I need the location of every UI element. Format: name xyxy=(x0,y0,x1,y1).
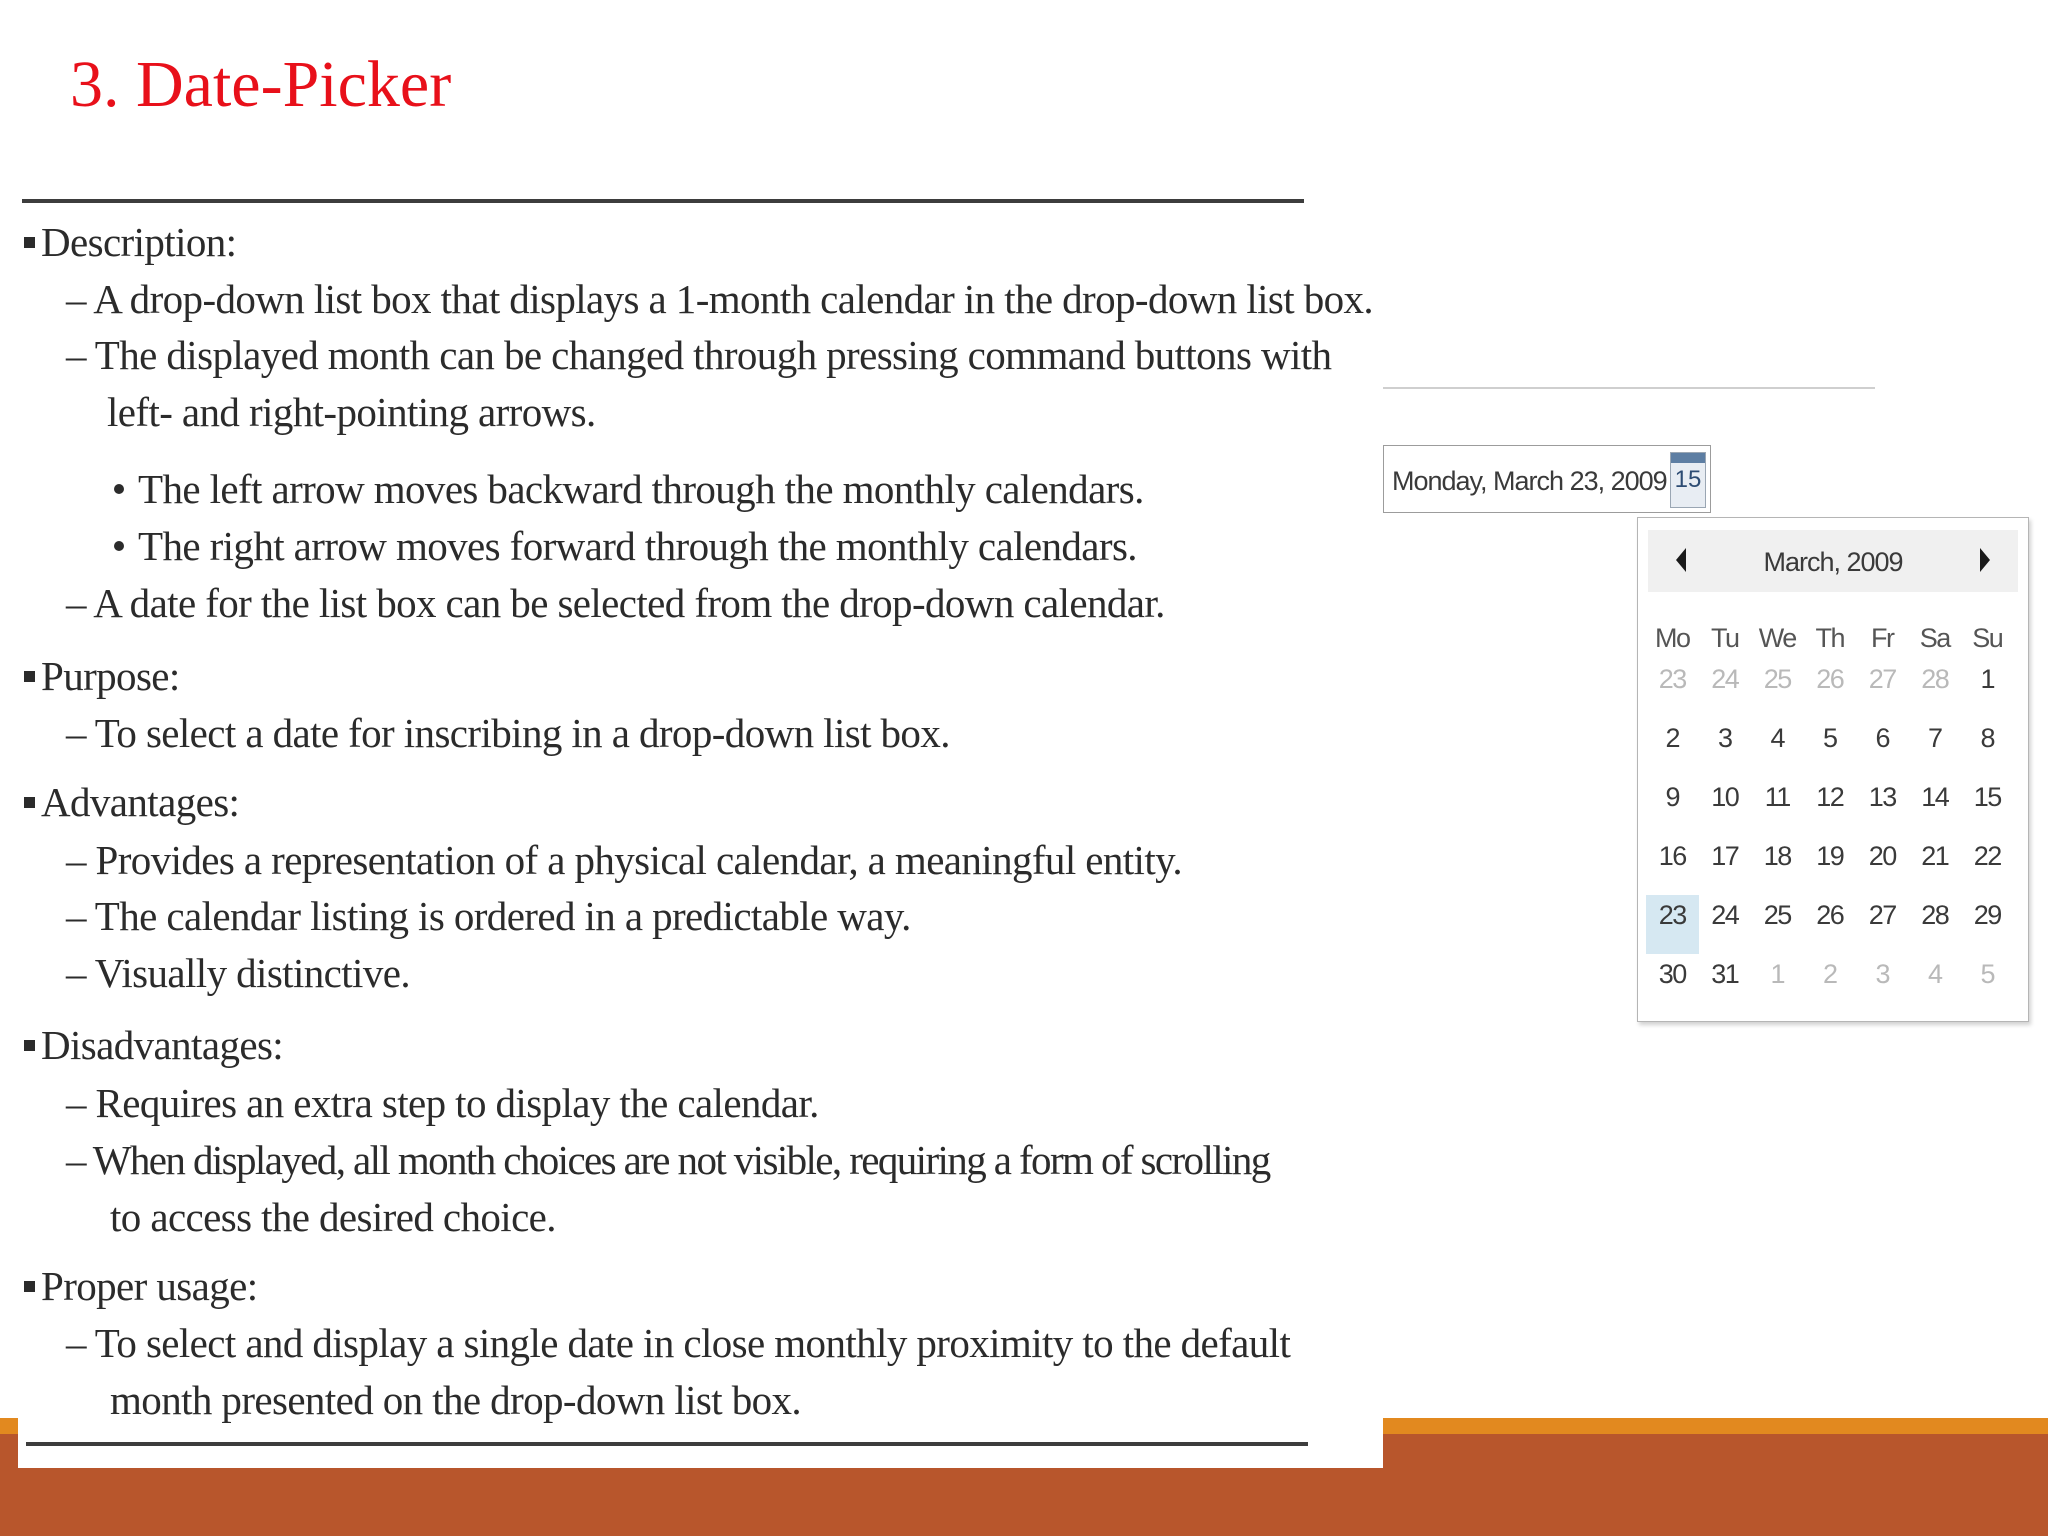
weekday-label: Su xyxy=(1972,623,2003,653)
calendar-day-cell[interactable]: 15 xyxy=(1973,782,2001,812)
calendar-day-cell[interactable]: 19 xyxy=(1816,841,1844,871)
top-divider xyxy=(22,199,1304,203)
calendar-day-cell[interactable]: 7 xyxy=(1927,723,1942,753)
slide-title: 3. Date-Picker xyxy=(70,48,452,121)
calendar-day-cell[interactable]: 13 xyxy=(1868,782,1896,812)
disadvantages-item-1: – Requires an extra step to display the calendar. xyxy=(66,1080,819,1126)
calendar-week-row xyxy=(1646,777,2014,836)
calendar-day-cell[interactable]: 5 xyxy=(1822,723,1837,753)
description-item-2: – The displayed month can be changed through pressing command buttons with xyxy=(66,332,1332,378)
calendar-week-row xyxy=(1646,895,2014,954)
calendar-day-cell[interactable]: 2 xyxy=(1822,959,1837,989)
proper-usage-item-1: – To select and display a single date in close monthly proximity to the default xyxy=(66,1320,1291,1366)
calendar-day-cell[interactable]: 28 xyxy=(1921,664,1949,694)
calendar-day-cell[interactable]: 3 xyxy=(1717,723,1732,753)
calendar-day-cell[interactable]: 25 xyxy=(1763,900,1791,930)
calendar-day-cell[interactable]: 22 xyxy=(1973,841,2001,871)
description-item-3: – A date for the list box can be selected from the drop-down calendar. xyxy=(66,580,1165,626)
calendar-day-cell[interactable]: 26 xyxy=(1816,664,1844,694)
description-bullet-1: The left arrow moves backward through the monthly calendars. xyxy=(114,469,1144,510)
advantages-item-1: – Provides a representation of a physical calendar, a meaningful entity. xyxy=(66,837,1183,883)
date-input-value: Monday, March 23, 2009 xyxy=(1392,466,1667,496)
calendar-day-cell[interactable]: 9 xyxy=(1665,782,1680,812)
weekday-label: Th xyxy=(1815,623,1844,653)
weekday-label: Tu xyxy=(1710,623,1739,653)
calendar-day-cell[interactable]: 27 xyxy=(1868,664,1896,694)
calendar-day-cell[interactable]: 5 xyxy=(1980,959,1995,989)
calendar-day-cell[interactable]: 24 xyxy=(1711,900,1739,930)
square-bullet-icon xyxy=(24,797,35,808)
calendar-day-cell[interactable]: 25 xyxy=(1763,664,1791,694)
calendar-day-cell[interactable]: 26 xyxy=(1816,900,1844,930)
calendar-day-cell[interactable]: 14 xyxy=(1921,782,1949,812)
advantages-item-2: – The calendar listing is ordered in a predictable way. xyxy=(66,893,911,939)
calendar-week-row xyxy=(1646,659,2014,718)
square-bullet-icon xyxy=(24,1040,35,1051)
calendar-day-cell[interactable]: 24 xyxy=(1711,664,1739,694)
round-bullet-icon xyxy=(114,484,124,494)
calendar-day-cell[interactable]: 2 xyxy=(1665,723,1680,753)
calendar-dropdown xyxy=(1637,517,2029,1022)
calendar-icon[interactable] xyxy=(1670,452,1706,508)
calendar-day-cell[interactable]: 28 xyxy=(1921,900,1949,930)
weekday-header-row xyxy=(1646,618,2014,659)
weekday-label: Fr xyxy=(1871,623,1894,653)
picker-divider xyxy=(1383,387,1875,389)
calendar-day-cell[interactable]: 20 xyxy=(1868,841,1896,871)
calendar-day-cell[interactable]: 4 xyxy=(1770,723,1785,753)
weekday-label: Sa xyxy=(1919,623,1950,653)
date-input[interactable] xyxy=(1383,445,1711,513)
square-bullet-icon xyxy=(24,1281,35,1292)
calendar-day-cell[interactable]: 21 xyxy=(1921,841,1949,871)
calendar-day-cell[interactable]: 10 xyxy=(1711,782,1739,812)
description-item-1: – A drop-down list box that displays a 1-month calendar in the drop-down list box. xyxy=(66,276,1374,322)
calendar-day-cell[interactable]: 29 xyxy=(1973,900,2001,930)
calendar-day-cell[interactable]: 31 xyxy=(1711,959,1739,989)
description-item-2-cont: left- and right-pointing arrows. xyxy=(107,389,596,435)
calendar-day-cell[interactable]: 27 xyxy=(1868,900,1896,930)
calendar-week-row xyxy=(1646,718,2014,777)
proper-usage-item-1-cont: month presented on the drop-down list box. xyxy=(110,1377,802,1423)
disadvantages-item-2: – When displayed, all month choices are not visible, requiring a form of scrolling xyxy=(66,1137,1270,1183)
bottom-divider xyxy=(26,1442,1308,1446)
calendar-month-label: March, 2009 xyxy=(1763,547,1903,577)
calendar-icon-header xyxy=(1671,453,1705,463)
section-heading-advantages: Advantages: xyxy=(24,782,239,823)
calendar-icon-day: 15 xyxy=(1674,466,1702,493)
calendar-day-cell[interactable]: 17 xyxy=(1711,841,1739,871)
calendar-day-cell[interactable]: 1 xyxy=(1770,959,1785,989)
round-bullet-icon xyxy=(114,541,124,551)
calendar-day-cell[interactable]: 30 xyxy=(1658,959,1686,989)
calendar-day-cell[interactable]: 8 xyxy=(1980,723,1995,753)
calendar-day-cell[interactable]: 11 xyxy=(1764,782,1790,812)
calendar-day-cell[interactable]: 4 xyxy=(1927,959,1942,989)
section-heading-proper-usage: Proper usage: xyxy=(24,1266,258,1307)
calendar-day-cell-selected[interactable]: 23 xyxy=(1646,895,1699,954)
disadvantages-item-2-cont: to access the desired choice. xyxy=(110,1194,556,1240)
section-heading-description: Description: xyxy=(24,222,236,263)
calendar-day-cell[interactable]: 16 xyxy=(1658,841,1686,871)
calendar-day-cell[interactable]: 1 xyxy=(1980,664,1995,694)
calendar-week-row xyxy=(1646,954,2014,1013)
calendar-day-cell[interactable]: 6 xyxy=(1875,723,1890,753)
advantages-item-3: – Visually distinctive. xyxy=(66,950,410,996)
calendar-grid xyxy=(1646,618,2014,1013)
section-heading-purpose: Purpose: xyxy=(24,656,180,697)
square-bullet-icon xyxy=(24,671,35,682)
calendar-day-cell[interactable]: 23 xyxy=(1658,664,1686,694)
next-month-arrow-icon[interactable] xyxy=(1980,548,1990,572)
purpose-item-1: – To select a date for inscribing in a drop-down list box. xyxy=(66,710,950,756)
description-bullet-2: The right arrow moves forward through the monthly calendars. xyxy=(114,526,1137,567)
weekday-label: We xyxy=(1758,623,1796,653)
square-bullet-icon xyxy=(24,237,35,248)
calendar-day-cell[interactable]: 12 xyxy=(1816,782,1844,812)
weekday-label: Mo xyxy=(1654,623,1690,653)
calendar-header xyxy=(1648,530,2018,592)
calendar-day-cell[interactable]: 18 xyxy=(1763,841,1791,871)
calendar-week-row xyxy=(1646,836,2014,895)
calendar-day-cell[interactable]: 3 xyxy=(1875,959,1890,989)
section-heading-disadvantages: Disadvantages: xyxy=(24,1025,283,1066)
